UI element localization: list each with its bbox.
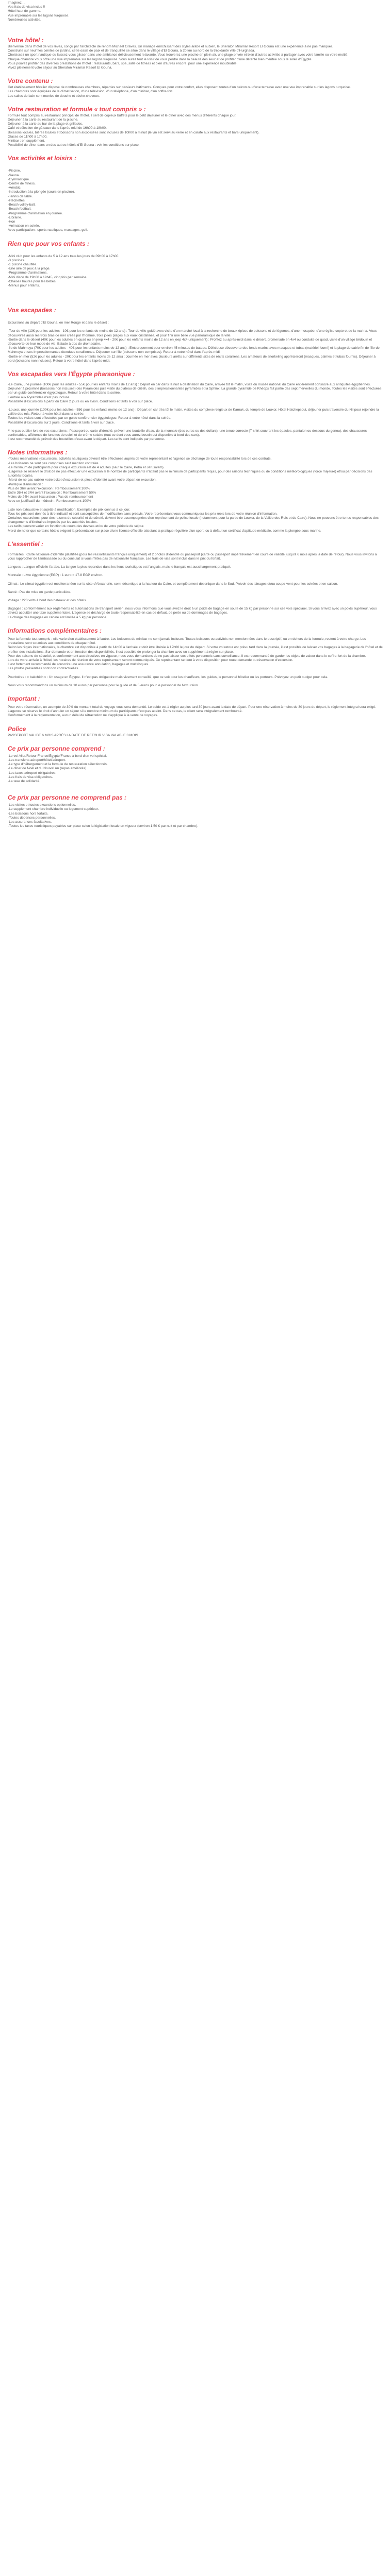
egypt-line: Possibilité d'excursions sur 2 jours. Conditions et tarifs à voir sur place. [8, 420, 115, 425]
price-includes-item: -Les transferts aéroport/hôtel/aéroport. [8, 758, 66, 762]
important-title: Important : [8, 694, 40, 702]
kids-item: -1 piscine chauffée. [8, 262, 38, 266]
practical-section [8, 627, 383, 688]
intro-line: Hôtel haut de gamme. [8, 9, 41, 13]
notes-line: -Toutes réservations (excursions, activités nautiques) devront être effectuées auprès de votre représentant et l'agence se décharge de toute responsabilité lors de ces contrats. [8, 457, 272, 461]
important-section [8, 695, 383, 718]
restaurant-line: Minibar : en supplément. [8, 139, 45, 143]
restaurant-line: Formule tout compris au restaurant principal de l'hôtel, il sert de copieux buffets pour le petit déjeuner et le dîner avec des menus différents chaque jour. [8, 113, 237, 117]
notes-line: -Le minimum de participants pour chaque excursion est de 4 adultes (sauf le Caire, Pétra et Jérusalem). [8, 465, 165, 469]
policy-line: PASSEPORT VALIDE 6 MOIS APRÈS LA DATE DE RETOUR VISA VALABLE 3 MOIS [8, 733, 138, 737]
notes-line: Plus de 36H avant l'excursion : Remboursement 100% [8, 486, 90, 490]
price-excludes-item: -Toutes les taxes touristiques payables sur place selon la législation locale en vigueur (environ 1.50 € par nuit et par chambre). [8, 824, 199, 828]
egypt-line: -Louxor, une journée (100€ pour les adultes - 55€ pour les enfants moins de 12 ans) : Départ en car très tôt le matin, visites du complexe religieux de Karnak, du temple de Louxor, Hôtel Hatchepsout, déjeuner puis traversée du Nil pour rejoindre la vallée des rois. Retour à votre hôtel dans la soirée. [8, 408, 379, 416]
price-excludes-item: -Les assurances facultatives. [8, 820, 52, 824]
kids-title: Rien que pour vos enfants : [8, 240, 90, 247]
hotel-title: Votre hôtel : [8, 37, 44, 44]
activities-section [8, 155, 383, 232]
content-title: Votre contenu : [8, 77, 53, 85]
practical-line: Les photos présentées sont non contractuelles. [8, 667, 79, 671]
activity-item: Avec participation : sports nautiques, massages, golf. [8, 228, 88, 232]
activity-item: -Piscine. [8, 169, 21, 173]
kids-item: -Mini club pour les enfants de 5 à 12 ans tous les jours de 09h00 à 17h00. [8, 254, 120, 258]
restaurant-line: Café et sélection de gâteaux dans l'après-midi de 16h00 à 18h00. [8, 126, 107, 130]
intro-line: Nombreuses activités. [8, 18, 41, 22]
excursions-section [8, 307, 383, 363]
hotel-line: Construite sur neuf îles ceintes de jardins, cette oasis de paix et de tranquillité se situe dans le village d'El Gouna, à 20 km au nord de la trépidante ville d'Hurghada. [8, 49, 255, 53]
restaurant-line: Déjeuner à la carte au bar de la plage et grillades. [8, 122, 83, 126]
restaurant-title: Votre restauration et formule « tout compris » : [8, 105, 146, 113]
activities-title: Vos activités et loisirs : [8, 155, 76, 162]
price-excludes-item: -Le supplément chambre individuelle ou logement supérieur. [8, 807, 99, 811]
notes-line: -Les boissons ne sont pas comprises sauf mention contraire. [8, 461, 100, 465]
notes-line: -L'agence se réserve le droit de ne pas effectuer une excursion si le nombre de participants n'atteint pas le minimum de participants requis, pour des raisons techniques ou de conditions météorologiques (force majeure) et/ou par décisions des autorités locales. [8, 470, 372, 478]
important-line: L'agence se réserve le droit d'annuler un séjour si le nombre minimum de participants n'est pas atteint. Dans ce cas, le client sera intégralement remboursé. [8, 709, 242, 714]
price-includes-item: -Le type d'hébergement et la formule de restauration sélectionnés. [8, 762, 108, 767]
price-includes-item: -Le dîner de Noël et du Nouvel An (repas améliorés). [8, 767, 88, 771]
price-includes-item: -Les taxes aéroport obligatoires. [8, 771, 57, 775]
egypt-line: Toutes les visites sont effectuées par un guide conférencier égyptologue. Retour à votre hôtel dans la soirée. [8, 416, 171, 420]
notes-line: Avec un justificatif du médecin : Remboursement 100% [8, 499, 91, 503]
price-includes-item: -Les frais de visa obligatoires. [8, 775, 53, 779]
excursion-line: -Sortie dans le désert (40€ pour les adultes en quad ou en jeep 4x4 - 20€ pour les enfants moins de 12 ans en jeep 4x4 uniquement) : Profitez au après-midi dans le désert, promenade en 4x4 ou conduite de quad, visite d'un village bédouin et découverte de leur mode de vie. Balade à dos de dromadaire. [8, 337, 372, 346]
price-includes-title: Ce prix par personne comprend : [8, 744, 105, 752]
activity-item: -Centre de fitness. [8, 182, 36, 186]
notes-line: Les tarifs peuvent varier en fonction du cours des devises et/ou de votre période de séjour. [8, 524, 144, 529]
practical-title: Informations complémentaires : [8, 626, 102, 634]
important-line: Pour votre réservation, un acompte de 30% du montant total du voyage vous sera demandé. Le solde est à régler au plus tard 30 jours avant la date de départ. Pour une réservation à moins de 30 jours du départ, le règlement intégral sera exigé. [8, 705, 377, 709]
essential-line: Monnaie : Livre égyptienne (EGP) : 1 euro = 17.8 EGP environ. [8, 573, 103, 578]
intro-line: Vos frais de visa inclus !! [8, 5, 45, 9]
notes-title: Notes informatives : [8, 449, 68, 456]
hotel-section [8, 37, 383, 70]
price-excludes-section [8, 794, 383, 828]
hotel-line: Chaque chambre vous offre une vue imprenable sur les lagons turquoise. Vous aurez tout le loisir de vous perdre dans la beauté des lieux et de profiter d'une détente bien méritée sous le soleil d'Égypte. [8, 57, 313, 61]
content-section [8, 77, 383, 98]
practical-line: Nous vous recommandons un minimum de 10 euros par personne pour le guide et de 5 euros pour le personnel de l'excursion. [8, 683, 199, 687]
activity-item: -Fléchettes. [8, 198, 26, 202]
essential-line: Santé : Pas de mise en garde particulière. [8, 590, 71, 594]
activity-item: -Beach football. [8, 207, 31, 211]
restaurant-section [8, 106, 383, 148]
practical-line: Pourboires : « bakchich » : Un usage en Égypte. Il n'est pas obligatoire mais vivement conseillé, que ce soit pour les chauffeurs, les guides, le personnel hôtelier ou les porteurs. Prévoyez un petit budget pour cela. [8, 675, 328, 679]
egypt-line: Il est recommandé de prévoir des bouteilles d'eau avant le départ. Les tarifs sont indiqués par personne. [8, 437, 165, 442]
policy-title: Police [8, 725, 26, 733]
kids-item: -Mini disco de 19h00 à 19h45, cinq fois par semaine. [8, 275, 88, 279]
practical-line: Il est fortement recommandé de souscrire une assurance annulation, bagages et multirisques. [8, 663, 150, 667]
policy-section [8, 725, 383, 738]
content-line: Les chambres sont équipées de la climatisation, d'une télévision, d'un téléphone, d'un minibar, d'un coffre-fort. [8, 90, 173, 94]
kids-section [8, 240, 383, 289]
excursion-line: Excursions au départ d'El Gouna, en mer Rouge et dans le désert : [8, 321, 109, 325]
essential-section [8, 540, 383, 620]
price-excludes-item: -Toutes dépenses personnelles. [8, 816, 56, 820]
kids-item: -3 piscines. [8, 258, 25, 262]
price-includes-section [8, 745, 383, 784]
activity-item: -Introduction à la plongée (cours en piscine). [8, 190, 75, 194]
egypt-line: -Le Caire, une journée (100€ pour les adultes - 55€ pour les enfants moins de 12 ans) : Départ en car dans la nuit à destination du Caire, arrivée tôt le matin, visite du musée national du Caire entièrement consacré aux antiquités égyptiennes. Déjeuner à proximité (boissons non incluses) des Pyramides puis visite du plateau de Gizeh, des 3 impressionnantes pyramides et la Sphinx. La grande pyramide de Khéops fait partie des sept merveilles du monde. Toutes les visites sont effectuées par un guide conférencier égyptologue. Retour à votre hôtel dans la soirée. [8, 382, 382, 395]
practical-line: Pour la formule tout compris : elle varie d'un établissement à l'autre. Les boissons du minibar ne sont jamais incluses. Toutes boissons ou activités non mentionnées dans le descriptif, ou en dehors de la formule, restent à votre charge. Les prestations sont soumises aux conditions de chaque hôtel. [8, 637, 366, 646]
activity-item: -Hon [8, 219, 15, 224]
practical-line: Selon les règles internationales, la chambre est disponible à partir de 14h00 à l'arrivée et doit être libérée à 12h00 le jour du départ. Si votre vol retour est prévu tard dans la journée, il est possible de laisser vos bagages à la bagagerie de l'hôtel et de profiter des installations. Sur demande et en fonction des disponibilités, il est possible de prolonger la chambre avec un supplément à régler sur place. [8, 646, 383, 654]
hotel-line: Vous pouvez profiter des diverses prestations de l'hôtel : restaurants, bars, spa, salle de fitness et bien d'autres encore, pour une expérience inoubliable. [8, 61, 238, 65]
restaurant-line: Déjeuner à la carte au restaurant de la piscine. [8, 118, 78, 122]
essential-line: Formalités : Carte nationale d'identité plastifiée (pour les ressortissants français uniquement) et 2 photos d'identité ou passeport (carte ou passeport impérativement en cours de validité jusqu'à 6 mois après la date de retour). Nous vous invitons à vous rapprocher de l'ambassade ou du consulat si vous n'êtes pas de nationalité française. Les frais de visa sont inclus dans le prix du forfait. [8, 552, 377, 561]
restaurant-line: Possibilité de dîner dans un des autres hôtels d'El Gouna : voir les conditions sur place. [8, 143, 140, 147]
excursions-title: Vos escapades : [8, 307, 56, 314]
notes-line: -Politique d'annulation : [8, 482, 43, 486]
notes-line: Moins de 24H avant l'excursion : Pas de remboursement [8, 495, 93, 499]
activity-item: -Aérobic. [8, 186, 22, 190]
egypt-line: # ne pas oublier lors de vos excursions : Passeport ou carte d'identité, prévoir une bouteille d'eau, de la monnaie (des euros ou des dollars), une tenue correcte (T-shirt couvrant les épaules, pantalon ou dessous du genou), des chaussures confortables, afférence de lunettes de soleil et de crème solaire (tout ce dont vous aurez besoin est disponible à bord des cars). [8, 429, 367, 437]
activity-item: -Sauna. [8, 173, 20, 177]
practical-line: Lors de votre arrivée à l'hôtel, les horaires de réunion de votre représentant seront communiqués. Ce représentant se tient à votre disposition pour toute demande ou réservation d'excursion. [8, 658, 294, 662]
notes-line: Certaines excursions, pour des raisons de sécurité et de sûreté, doivent être accompagnées d'un représentant de police locale (notamment pour la partie de Louxor, de la Vallée des Rois et du Caire). Nous ne pouvons être tenus responsables des changements d'itinéraires imposés par les autorités locales. [8, 516, 379, 524]
notes-section [8, 449, 383, 533]
content-line: Les salles de bain sont munies de douche et sèche-cheveux. [8, 94, 100, 98]
essential-line: Voltage : 220 volts à bord des bateaux et des hôtels. [8, 599, 87, 603]
essential-title: L'essentiel : [8, 540, 43, 548]
price-excludes-item: -Les boissons hors forfaits. [8, 811, 48, 816]
notes-line: -Merci de ne pas oublier votre ticket d'excursion et pièce d'identité avant votre départ en excursion. [8, 478, 157, 482]
essential-line: Langues : Langue officielle l'arabe. La langue la plus répandue dans les lieux touristiques est l'anglais, mais le français est aussi largement pratiqué. [8, 565, 231, 569]
price-excludes-title: Ce prix par personne ne comprend pas : [8, 794, 127, 802]
notes-line: Tous les prix sont donnés à titre indicatif et sont susceptibles de modification sans préavis. Votre représentant vous communiquera les prix réels lors de votre réunion d'information. [8, 512, 278, 516]
restaurant-line: Boissons locales, bières locales et boissons non alcoolisées sont incluses de 10h00 à minuit (le vin est servi au verre et en carafe aux restaurants et bars uniquement). [8, 130, 259, 134]
activity-item: -Librairie. [8, 215, 22, 219]
excursion-line: -Tour de ville (13€ pour les adultes - 10€ pour les enfants de moins de 12 ans) : Tour de ville guidé avec visite d'un marché local à la recherche de beaux épices de poissons et de légumes, d'une mosquée, d'une église copte et de la marina. Vous découvrirez aussi les trois bras de mer créés par l'homme, trois jolies plages aux eaux cristallines, et pour finir une belle vue panoramique de la ville. [8, 329, 377, 337]
price-includes-item: -La taxe de solidarité. [8, 779, 41, 783]
restaurant-line: Glaces de 11h00 à 17h00. [8, 134, 47, 139]
offer-document [0, 0, 391, 828]
essential-line: Bagages : conformément aux règlements et autorisations de transport aérien, nous vous informons que vous avez le droit à un poids de bagage en soute de 15 kg par personne sur ces vols spéciaux. Si vous arrivez avec un poids supérieur, vous devrez acquitter une taxe supplémentaire. L'agence se décharge de toute responsabilité en cas de défaut, de perte ou de dommages de bagages. [8, 607, 377, 615]
kids-item: -Chaises hautes pour les bébés. [8, 279, 57, 283]
intro-block [8, 0, 383, 22]
activity-item: -Animation en soirée. [8, 224, 40, 228]
activity-item: -Beach volley-ball. [8, 203, 36, 207]
excursion-line: -Île de Mahmeya (70€ pour les adultes - 40€ pour les enfants moins de 12 ans) : Embarquement pour environ 45 minutes de bateau. Délicieuse découverte des fonds marins avec masques et tubas (matériel fourni) et la plage de sable fin de l'île de Mahmeya et ses impressionnantes étendues coralliennes. Déjeuner sur l'île (boissons non comprises). Retour à votre hôtel dans l'après-midi. [8, 346, 380, 354]
kids-item: -Programme d'animations. [8, 271, 48, 275]
hotel-line: Vivez pleinement votre séjour au Sheraton Miramar Resort El Gouna. [8, 66, 112, 70]
intro-line: Imaginez ... [8, 1, 26, 5]
price-excludes-item: -Les visites et toutes excursions optionnelles. [8, 803, 76, 807]
kids-item: -Menus pour enfants. [8, 283, 40, 287]
hotel-line: Choisissez un sport nautique ou laissez-vous glisser dans une ambiance délicieusement relaxante. Vous trouverez une piscine en plein air, une plage privée et bien d'autres activités à partager avec votre famille ou votre moitié. [8, 53, 349, 57]
egypt-section [8, 370, 383, 442]
content-line: Cet établissement hôtelier dispose de nombreuses chambres, réparties sur plusieurs bâtiments. Conçues pour votre confort, elles disposent toutes d'un balcon ou d'une terrasse avec une vue imprenable sur les lagons turquoise. [8, 86, 351, 90]
activity-item: -Gymnastique. [8, 177, 30, 181]
egypt-line: L'entrée aux Pyramides n'est pas incluse. [8, 395, 71, 399]
notes-line: Entre 36H et 24H avant l'excursion : Remboursement 50% [8, 491, 96, 495]
price-includes-item: -Le vol Aller/Retour France/Égypte/France à bord d'un vol spécial. [8, 754, 107, 758]
egypt-title: Vos escapades vers l'Égypte pharaonique : [8, 370, 135, 378]
activity-item: -Tennis de table. [8, 194, 33, 198]
notes-line: Merci de noter que certains hôtels exigent la présentation sur place d'une licence officielle attestant la pratique régulière d'un sport, ou à défaut un certificat d'aptitude médicale, comme la plongée sous-marine. [8, 529, 321, 533]
activity-item: -Programme d'animation en journée. [8, 211, 63, 215]
egypt-line: Possibilité d'excursions à partir du Caire 2 jours ou en avion. Conditions et tarifs à voir sur place. [8, 399, 153, 403]
excursion-line: -Sortie en mer (52€ pour les adultes - 20€ pour les enfants moins de 12 ans) : Journée en mer avec plusieurs arrêts sur différents sites de récifs coralliens. Les amateurs de snorkeling apprécieront (masques, palmes et tubas fournis). Déjeuner à bord (boissons non incluses). Retour à votre hôtel dans l'après-midi. [8, 354, 376, 363]
important-line: Conformément à la réglementation, aucun délai de rétractation ne s'applique à la vente de voyages. [8, 714, 158, 718]
kids-item: -Une aire de jeux à la plage. [8, 267, 51, 271]
hotel-line: Bienvenue dans l'hôtel de vos rêves, conçu par l'architecte de renom Michael Graves. Un mariage enrichissant des styles arabe et nubien, le Sheraton Miramar Resort El Gouna est une expérience à ne pas manquer. [8, 45, 333, 49]
notes-line: Liste non exhaustive et sujette à modification. Exemples de prix connus à ce jour. [8, 507, 131, 512]
essential-line: La charge des bagages en cabine est limitée à 5 kg par personne. [8, 615, 108, 619]
practical-line: Pour des raisons de sécurité, et conformément aux directives en vigueur, nous vous demandons de ne pas laisser vos effets personnels sans surveillance. Il est recommandé de garder les objets de valeur dans le coffre-fort de la chambre. [8, 654, 366, 658]
essential-line: Climat : Le climat égyptien est méditerranéen sur la côte d'Alexandrie, semi-désertique à la hauteur du Caire, et complètement désertique dans le Sud. Prévoir des lainages et/ou coupe-vent pour les soirées et en saison. [8, 582, 338, 586]
intro-line: Vue imprenable sur les lagons turquoise. [8, 13, 70, 18]
